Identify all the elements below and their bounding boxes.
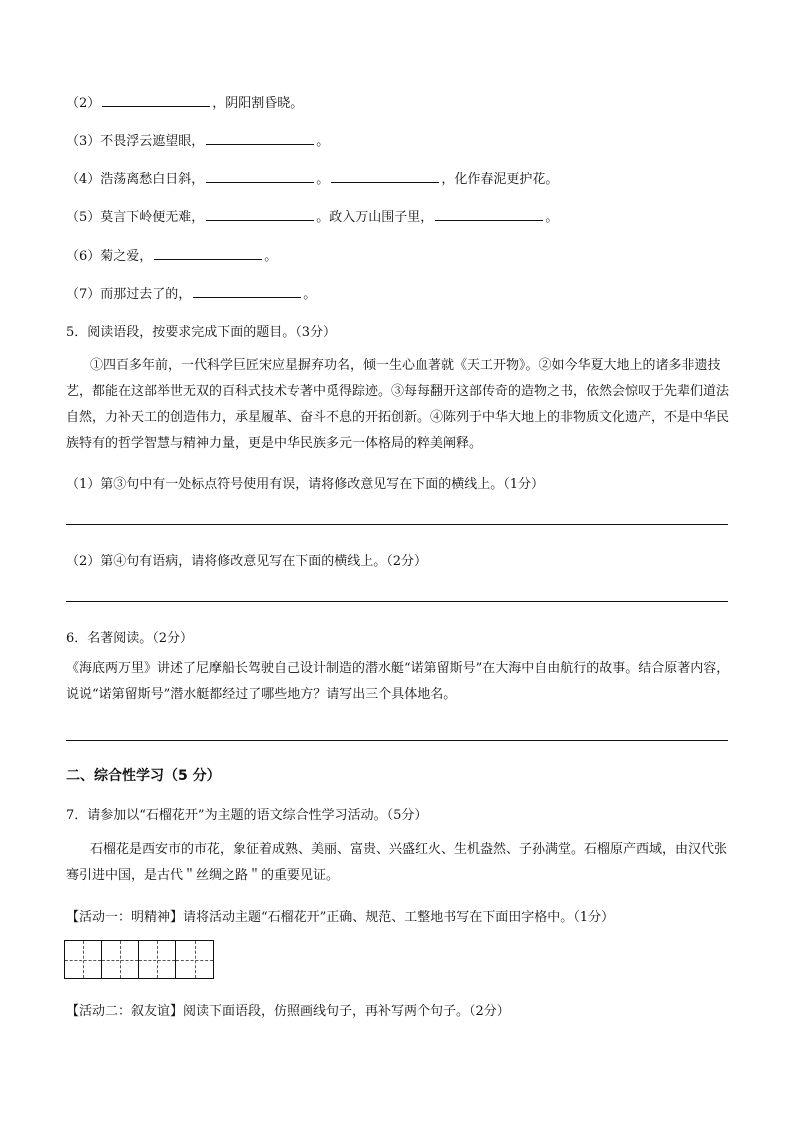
answer-line[interactable] xyxy=(66,740,728,741)
poem-q3 xyxy=(66,130,329,149)
poem-q6 xyxy=(66,245,277,264)
question-number: （3） xyxy=(66,134,101,149)
question-5-title: 5．阅读语段，按要求完成下面的题目。（3分） xyxy=(66,325,337,340)
activity-2: 【活动二：叙友谊】阅读下面语段，仿照画线句子，再补写两个句子。（2分） xyxy=(66,1004,510,1019)
poem-line: 。 xyxy=(316,134,330,149)
question-6-title: 6．名著阅读。（2分） xyxy=(66,631,194,646)
poem-line: 。 xyxy=(264,249,278,264)
grid-cell[interactable] xyxy=(176,941,213,978)
poem-line: ，阴阳割昏晓。 xyxy=(212,96,304,111)
poem-line: 菊之爱， xyxy=(100,249,153,264)
answer-blank[interactable] xyxy=(435,208,543,221)
poem-line: 而那过去了的， xyxy=(100,287,192,302)
poem-line: 。 xyxy=(545,210,559,225)
answer-blank[interactable] xyxy=(102,94,210,107)
question-number: （5） xyxy=(66,210,101,225)
poem-q7 xyxy=(66,283,316,302)
section-heading: 二、综合性学习（5 分） xyxy=(66,768,221,784)
question-7-title: 7．请参加以“石榴花开”为主题的语文综合性学习活动。（5分） xyxy=(66,808,428,823)
answer-blank[interactable] xyxy=(193,285,301,298)
answer-blank[interactable] xyxy=(206,208,314,221)
question-number: （2） xyxy=(66,96,101,111)
question-5-sub1: （1）第③句中有一处标点符号使用有误，请将修改意见写在下面的横线上。（1分） xyxy=(66,477,545,492)
question-5-passage: ①四百多年前，一代科学巨匠宋应星摒弃功名，倾一生心血著就《天工开物》。②如今华夏大地上的诸多非遗技艺，都能在这部举世无双的百科式技术专著中觅得踪迹。③每每翻开这部传奇的造物之书，依然会惊叹于先辈们道法自然，力补天工的创造伟力，承星履革、奋斗不息的开拓创新。④陈列于中华大地上的非物质文化遗产，不是中华民族特有的哲学智慧与精神力量，更是中华民族多元一体格局的粹美阐释。 xyxy=(66,358,730,451)
poem-line: 。 xyxy=(303,287,317,302)
tianzige-grid[interactable] xyxy=(64,940,214,979)
grid-cell[interactable] xyxy=(139,941,176,978)
answer-line[interactable] xyxy=(66,524,728,525)
activity-1: 【活动一：明精神】请将活动主题“石榴花开”正确、规范、工整地书写在下面田字格中。（1分） xyxy=(66,910,615,925)
poem-q5 xyxy=(66,206,558,225)
poem-line: 莫言下岭便无难， xyxy=(100,210,205,225)
question-5-sub2: （2）第④句有语病，请将修改意见写在下面的横线上。（2分） xyxy=(66,554,428,569)
answer-blank[interactable] xyxy=(331,170,439,183)
poem-line: 。政入万山围子里， xyxy=(316,210,434,225)
question-number: （6） xyxy=(66,249,101,264)
poem-line: 。 xyxy=(316,172,330,187)
poem-q2 xyxy=(66,92,303,111)
question-6-body: 《海底两万里》讲述了尼摩船长驾驶自己设计制造的潜水艇“诺第留斯号”在大海中自由航行的故事。结合原著内容，说说“诺第留斯号”潜水艇都经过了哪些地方？请写出三个具体地名。 xyxy=(66,661,730,702)
poem-line: 不畏浮云遮望眼， xyxy=(100,134,205,149)
answer-blank[interactable] xyxy=(206,132,314,145)
answer-line[interactable] xyxy=(66,601,728,602)
poem-line: ，化作春泥更护花。 xyxy=(441,172,559,187)
grid-cell[interactable] xyxy=(102,941,139,978)
answer-blank[interactable] xyxy=(154,247,262,260)
question-number: （4） xyxy=(66,172,101,187)
grid-cell[interactable] xyxy=(65,941,102,978)
question-7-passage: 石榴花是西安市的市花，象征着成熟、美丽、富贵、兴盛红火、生机盎然、子孙满堂。石榴原产西域，由汉代张骞引进中国，是古代＂丝绸之路＂的重要见证。 xyxy=(66,842,728,883)
poem-q4 xyxy=(66,168,558,187)
answer-blank[interactable] xyxy=(206,170,314,183)
poem-line: 浩荡离愁白日斜， xyxy=(100,172,205,187)
question-number: （7） xyxy=(66,287,101,302)
